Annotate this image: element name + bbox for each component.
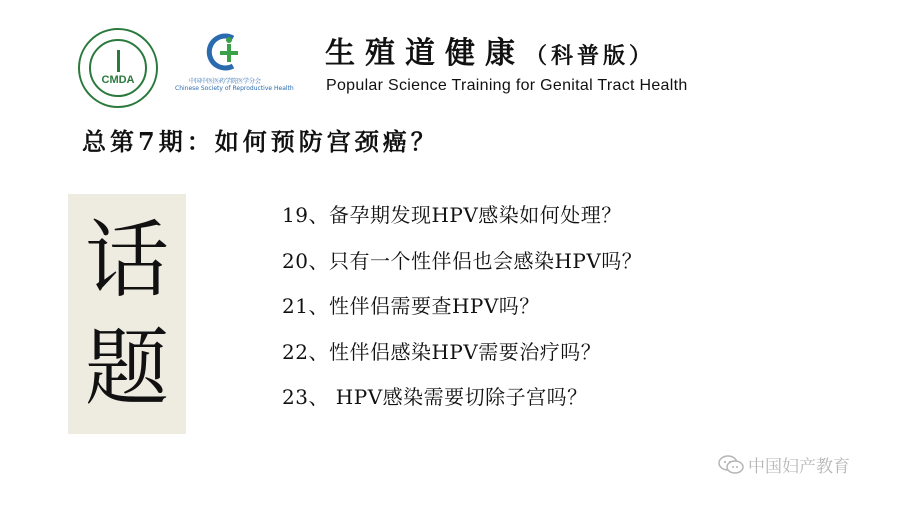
caduceus-icon (117, 50, 120, 72)
watermark (718, 452, 850, 477)
list-item: 23、 HPV感染需要切除子宫吗？ (282, 385, 588, 409)
watermark-text: 中国妇产教育 (748, 457, 850, 477)
csh-logo (175, 30, 294, 95)
issue-title: 总第7期：如何预防宫颈癌？ (82, 127, 439, 156)
csh-logo-line2: Chinese Society of Reproductive Health (175, 85, 294, 92)
topic-label-box (68, 194, 186, 434)
topic-char-2: 题 (84, 319, 169, 417)
list-item: 22、性伴侣感染HPV需要治疗吗？ (282, 339, 602, 364)
list-item: 20、只有一个性伴侣也会感染HPV吗？ (282, 248, 643, 273)
cmda-logo-text: CMDA (101, 74, 135, 86)
main-title (325, 28, 655, 72)
english-subtitle: Popular Science Training for Genital Tract Health (326, 77, 688, 94)
topic-char-1: 话 (84, 211, 169, 309)
main-title-suffix: （科普版） (525, 43, 656, 69)
cmda-logo (78, 28, 158, 108)
main-title-text: 生殖道健康 (325, 36, 525, 71)
question-list (282, 193, 642, 421)
csh-logo-line1: 中国中医医药学院医学分会 (188, 78, 261, 85)
list-item: 19、备孕期发现HPV感染如何处理？ (282, 203, 622, 227)
csh-emblem-icon (203, 30, 247, 74)
list-item: 21、性伴侣需要查HPV吗？ (282, 294, 540, 318)
wechat-icon (718, 455, 744, 475)
